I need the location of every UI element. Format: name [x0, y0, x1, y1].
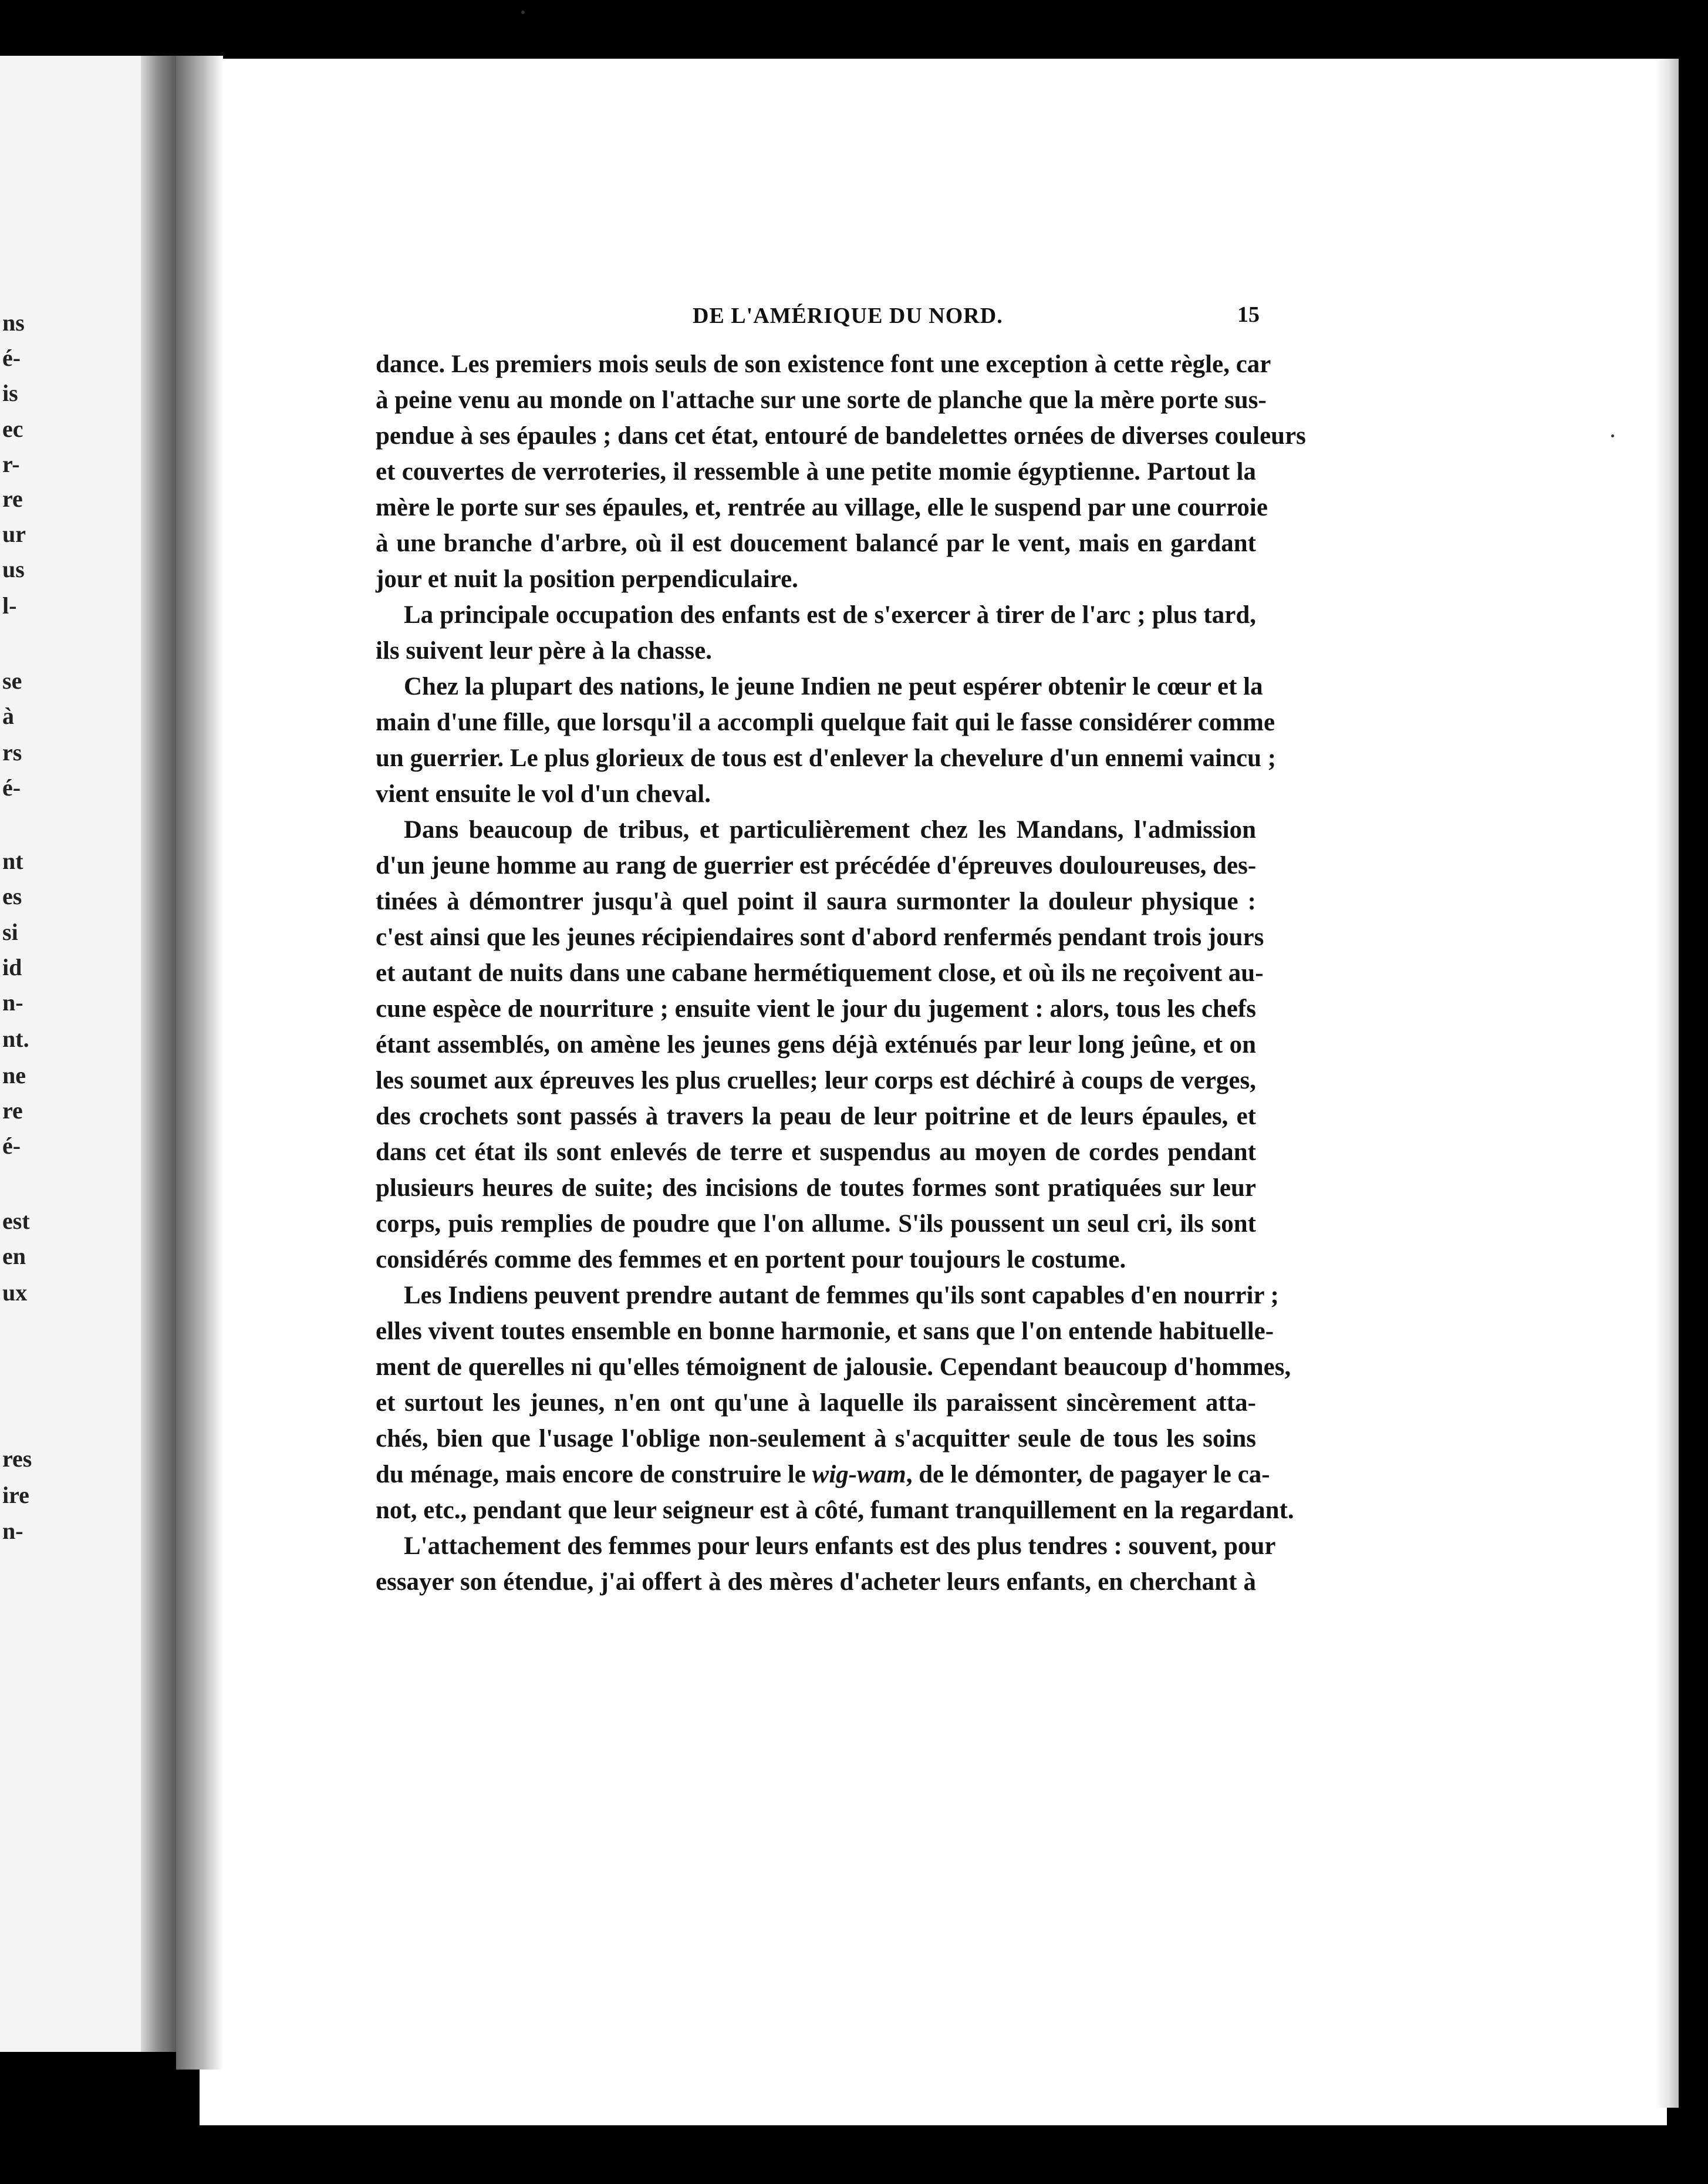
previous-page-fragment: é- [2, 774, 21, 801]
previous-page-fragment: id [2, 954, 22, 980]
previous-page-fragment: ur [2, 521, 26, 547]
text-line: chés, bien que l'usage l'oblige non-seulement à s'acquitter seule de tous les soins [376, 1425, 1256, 1452]
text-line: dans cet état ils sont enlevés de terre et suspendus au moyen de cordes pendant [376, 1138, 1256, 1166]
text-line: à peine venu au monde on l'attache sur une sorte de planche que la mère porte sus- [376, 386, 1267, 414]
text-line: mère le porte sur ses épaules, et, rentrée au village, elle le suspend par une courroie [376, 494, 1268, 521]
text-line: ment de querelles ni qu'elles témoignent de jalousie. Cependant beaucoup d'hommes, [376, 1353, 1291, 1381]
text-line: elles vivent toutes ensemble en bonne harmonie, et sans que l'on entende habituelle- [376, 1317, 1274, 1345]
body-text [376, 346, 1306, 1600]
text-line: main d'une fille, que lorsqu'il a accompli quelque fait qui le fasse considérer comme [376, 709, 1275, 736]
text-line: jour et nuit la position perpendiculaire. [376, 565, 798, 593]
previous-page-fragment: à [2, 703, 14, 729]
text-line: et surtout les jeunes, n'en ont qu'une à laquelle ils paraissent sincèrement atta- [376, 1389, 1256, 1417]
previous-page-fragment: rs [2, 739, 22, 766]
previous-page-fragment: ne [2, 1062, 26, 1088]
page-binding-shadow [176, 56, 223, 2070]
text-line: c'est ainsi que les jeunes récipiendaires sont d'abord renfermés pendant trois jours [376, 924, 1264, 951]
text-line: corps, puis remplies de poudre que l'on allume. S'ils poussent un seul cri, ils sont [376, 1210, 1256, 1238]
previous-page-fragment: é- [2, 1133, 21, 1159]
previous-page-fragment: res [2, 1445, 32, 1472]
text-line: ils suivent leur père à la chasse. [376, 637, 712, 665]
previous-page-fragment: re [2, 486, 23, 512]
previous-page-fragment: ux [2, 1279, 28, 1306]
previous-page-fragment: us [2, 556, 25, 582]
running-head: DE L'AMÉRIQUE DU NORD. [693, 304, 1003, 328]
previous-page-fragment: ns [2, 309, 25, 336]
previous-page-fragment: re [2, 1097, 23, 1124]
previous-page-fragment: n- [2, 1518, 23, 1544]
text-line: plusieurs heures de suite; des incisions de toutes formes sont pratiquées sur leur [376, 1174, 1256, 1202]
previous-page-fragment: si [2, 919, 18, 945]
text-line: les soumet aux épreuves les plus cruelles; leur corps est déchiré à coups de verges, [376, 1067, 1256, 1094]
previous-page-fragment: en [2, 1243, 26, 1269]
previous-page-sliver [0, 56, 176, 2052]
page-number: 15 [1237, 302, 1260, 327]
text-line: L'attachement des femmes pour leurs enfants est des plus tendres : souvent, pour [404, 1532, 1276, 1560]
previous-page-fragment: ire [2, 1482, 29, 1508]
italic-term: wig-wam [812, 1461, 906, 1488]
text-line: vient ensuite le vol d'un cheval. [376, 780, 711, 808]
text-line: La principale occupation des enfants est de s'exercer à tirer de l'arc ; plus tard, [404, 601, 1256, 629]
previous-page-fragment: ec [2, 416, 23, 442]
page-edge [1655, 59, 1679, 2108]
text-line: d'un jeune homme au rang de guerrier est précédée d'épreuves douloureuses, des- [376, 852, 1257, 879]
text-line: dance. Les premiers mois seuls de son existence font une exception à cette règle, car [376, 350, 1271, 378]
previous-page-fragment: se [2, 668, 22, 694]
previous-page-fragment: is [2, 380, 18, 406]
previous-page-fragment: é- [2, 345, 21, 371]
previous-page-fragment: est [2, 1208, 30, 1234]
text-line: not, etc., pendant que leur seigneur est à côté, fumant tranquillement en la regardant. [376, 1497, 1294, 1524]
previous-page-fragment: nt. [2, 1026, 29, 1052]
text-line: essayer son étendue, j'ai offert à des mères d'acheter leurs enfants, en cherchant à [376, 1568, 1256, 1596]
scan-speck [521, 11, 525, 14]
book-gutter [141, 56, 176, 2052]
text-line: du ménage, mais encore de construire le wig-wam, de le démonter, de pagayer le ca- [376, 1461, 1270, 1488]
text-line: un guerrier. Le plus glorieux de tous est d'enlever la chevelure d'un ennemi vaincu ; [376, 744, 1277, 772]
text-line: Dans beaucoup de tribus, et particulièrement chez les Mandans, l'admission [404, 816, 1256, 844]
previous-page-fragment: n- [2, 989, 23, 1016]
text-line: à une branche d'arbre, où il est doucement balancé par le vent, mais en gardant [376, 530, 1256, 557]
scan-speck [1611, 434, 1614, 437]
previous-page-fragment: l- [2, 592, 17, 619]
text-line: pendue à ses épaules ; dans cet état, entouré de bandelettes ornées de diverses couleurs [376, 422, 1306, 450]
text-line: considérés comme des femmes et en portent pour toujours le costume. [376, 1246, 1126, 1273]
text-line: Les Indiens peuvent prendre autant de femmes qu'ils sont capables d'en nourrir ; [404, 1282, 1279, 1309]
text-line: cune espèce de nourriture ; ensuite vient le jour du jugement : alors, tous les chefs [376, 995, 1256, 1023]
text-line: des crochets sont passés à travers la peau de leur poitrine et de leurs épaules, et [376, 1103, 1256, 1130]
text-line: Chez la plupart des nations, le jeune Indien ne peut espérer obtenir le cœur et la [404, 673, 1263, 700]
text-line: tinées à démontrer jusqu'à quel point il saura surmonter la douleur physique : [376, 888, 1256, 915]
previous-page-fragment: r- [2, 451, 20, 477]
text-line: et autant de nuits dans une cabane hermétiquement close, et où ils ne reçoivent au- [376, 959, 1264, 987]
text-line: étant assemblés, on amène les jeunes gens déjà exténués par leur long jeûne, et on [376, 1031, 1256, 1059]
previous-page-fragment: nt [2, 848, 23, 874]
previous-page-fragment: es [2, 883, 22, 909]
text-line: et couvertes de verroteries, il ressemble à une petite momie égyptienne. Partout la [376, 458, 1256, 486]
